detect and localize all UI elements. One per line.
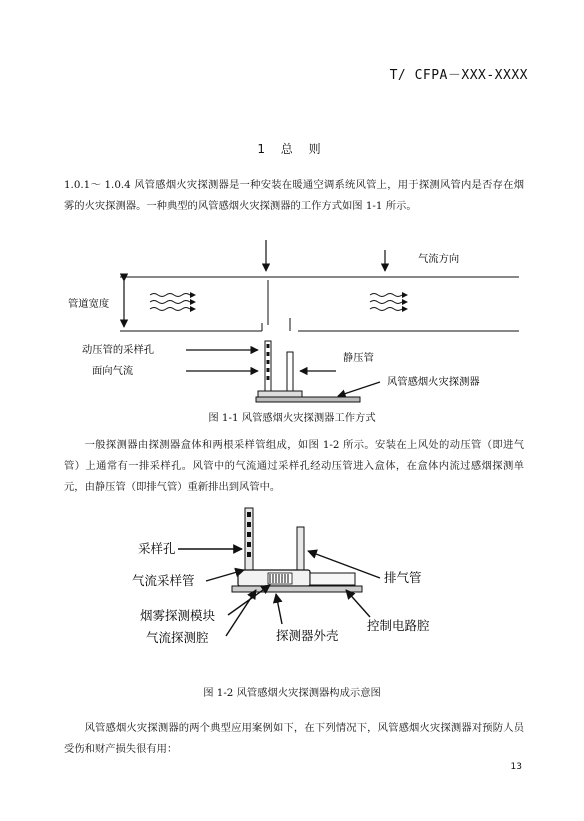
detector-housing: [232, 570, 362, 592]
label-pitot-holes: 动压管的采样孔: [82, 344, 155, 356]
airflow-lines-right: [370, 294, 402, 311]
paragraph-structure: 一般探测器由探测器盒体和两根采样管组成，如图 1-2 所示。安装在上风处的动压管（即进气管）上通常有一排采样孔。风管中的气流通过采样孔经动压管进入盒体，在盒体内流过感烟探测单元，由静压管（即排气管）重新排出到风管中。: [64, 439, 524, 493]
label-static-tube: 静压管: [343, 352, 374, 364]
airflow-lines-left: [150, 294, 190, 311]
label-circuit-chamber: 控制电路腔: [367, 618, 430, 633]
page-number: 13: [510, 762, 522, 772]
figure-1-1-caption: 图 1-1 风管感烟火灾探测器工作方式: [208, 412, 376, 424]
section-title: 1 总 则: [257, 142, 327, 156]
detector-box: [256, 391, 360, 402]
label-air-chamber: 气流探测腔: [146, 630, 209, 645]
label-exhaust-tube: 排气管: [384, 570, 422, 585]
figure-1-1-diagram: [0, 232, 584, 404]
paragraph-intro: 1.0.1～ 1.0.4 风管感烟火灾探测器是一种安装在暖通空调系统风管上，用于探测风管内是否存在烟雾的火灾探测器。一种典型的风管感烟火灾探测器的工作方式如图 1-1 所示。: [64, 179, 524, 212]
label-sampling-holes: 采样孔: [138, 541, 176, 556]
label-duct-width: 管道宽度: [68, 298, 110, 310]
paragraph-applications: 风管感烟火灾探测器的两个典型应用案例如下，在下列情况下，风管感烟火灾探测器对预防人员受伤和财产损失很有用：: [64, 722, 524, 755]
label-smoke-module: 烟雾探测模块: [140, 608, 216, 623]
exhaust-tube: [297, 527, 304, 573]
figure-1-2-diagram: [0, 500, 584, 672]
static-tube: [287, 352, 293, 392]
label-facing-airflow: 面向气流: [92, 365, 134, 377]
figure-1-2-caption: 图 1-2 风管感烟火灾探测器构成示意图: [203, 687, 381, 699]
sampling-tube: [245, 508, 253, 572]
label-detector: 风管感烟火灾探测器: [387, 376, 480, 388]
label-airflow-direction: 气流方向: [418, 253, 460, 265]
document-code: T/ CFPA－XXX-XXXX: [389, 68, 528, 83]
pitot-tube: [265, 341, 271, 393]
label-housing: 探测器外壳: [276, 628, 339, 643]
label-sampling-tube: 气流采样管: [132, 573, 195, 588]
